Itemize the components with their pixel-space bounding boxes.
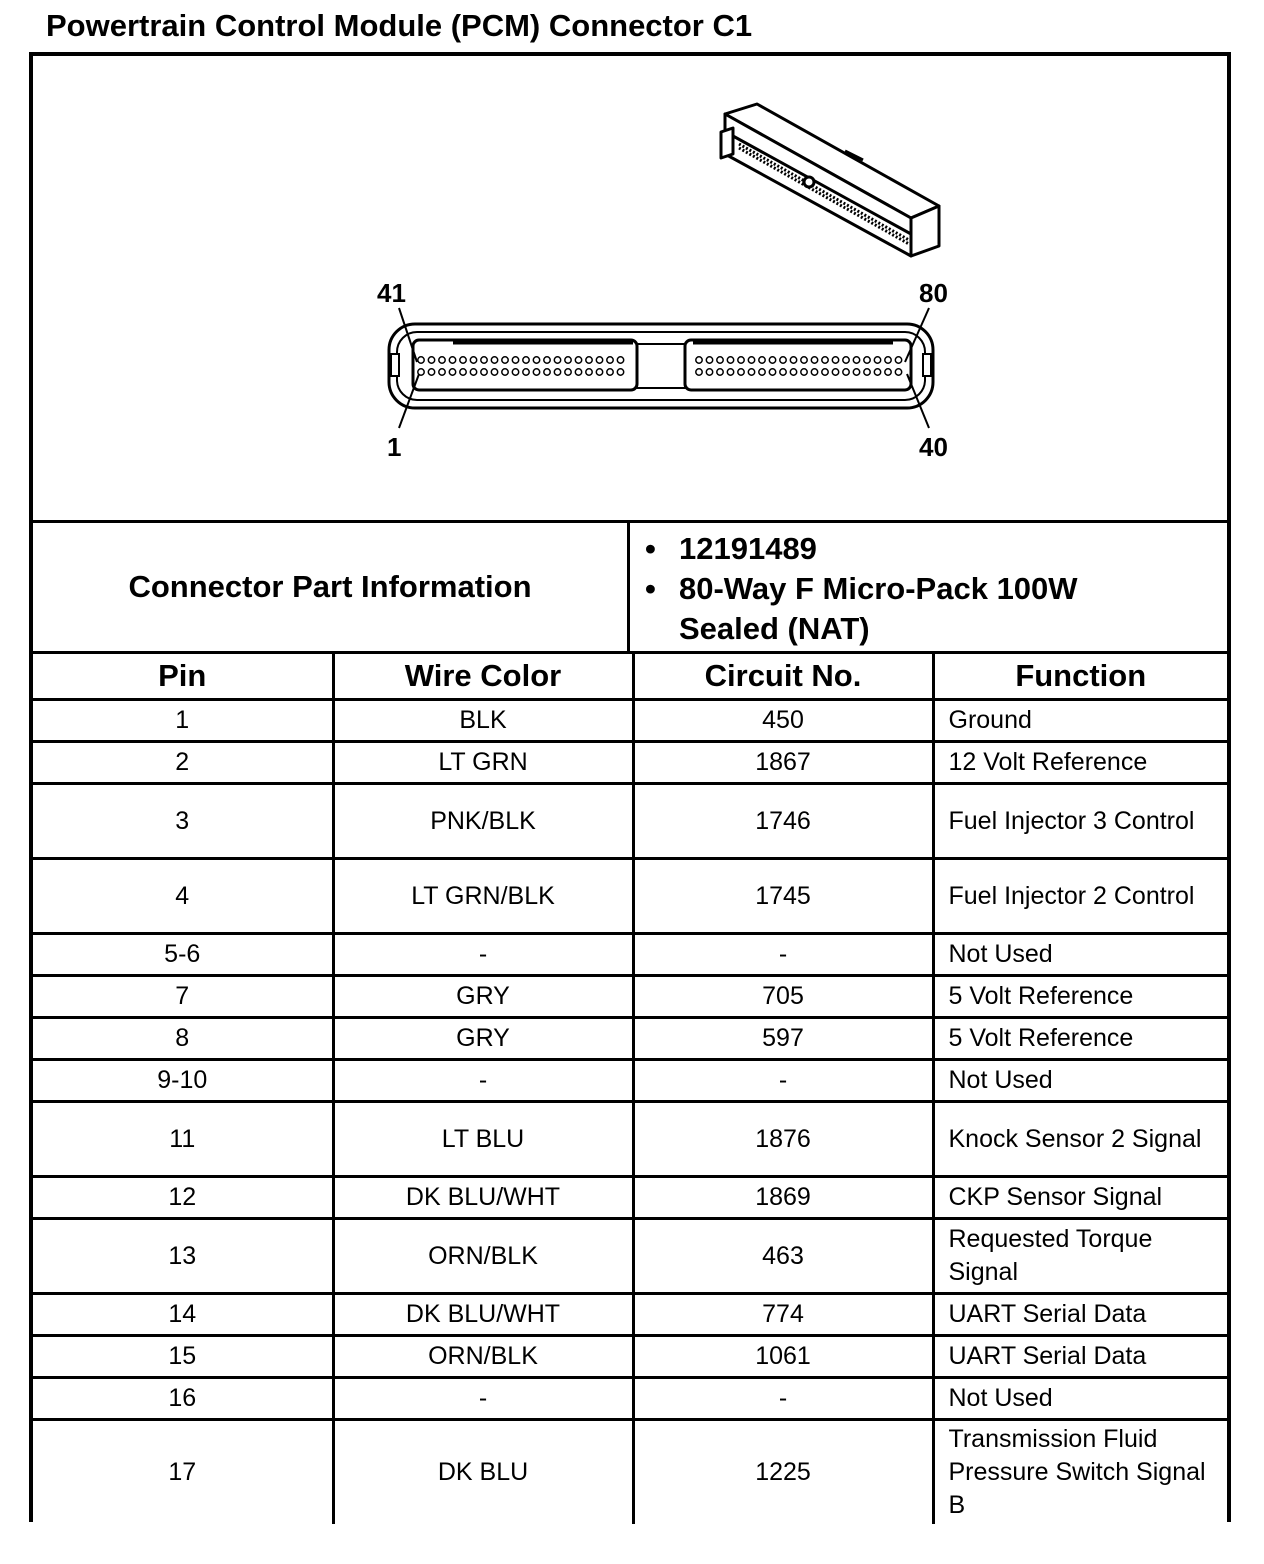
pin-cavity xyxy=(523,369,529,375)
pin-cavity xyxy=(439,369,445,375)
table-row xyxy=(33,934,1227,976)
pin-cavity xyxy=(607,357,613,363)
wire-color-cell: GRY xyxy=(333,1018,633,1060)
pin-cavity xyxy=(586,369,592,375)
circuit-cell: 597 xyxy=(633,1018,933,1060)
table-row xyxy=(33,1060,1227,1102)
pin-cell: 16 xyxy=(33,1378,333,1420)
function-cell: 5 Volt Reference xyxy=(933,976,1227,1018)
part-info-label: Connector Part Information xyxy=(33,523,630,651)
pin-cavity xyxy=(502,369,508,375)
pin-label-1: 1 xyxy=(387,432,402,462)
pin-cavity xyxy=(717,369,723,375)
circuit-cell: 1061 xyxy=(633,1336,933,1378)
function-cell: UART Serial Data xyxy=(933,1294,1227,1336)
pin-cavity xyxy=(607,369,613,375)
pin-cavity xyxy=(874,357,880,363)
pin-cell: 2 xyxy=(33,742,333,784)
pin-cavity xyxy=(895,357,901,363)
pin-cavity xyxy=(769,369,775,375)
wire-color-cell: DK BLU/WHT xyxy=(333,1177,633,1219)
pin-cavity xyxy=(822,357,828,363)
pin-cavity xyxy=(617,357,623,363)
pin-cavity xyxy=(491,357,497,363)
connector-sheet xyxy=(29,52,1231,1522)
wire-color-cell: - xyxy=(333,1060,633,1102)
pin-cell: 1 xyxy=(33,700,333,742)
pin-cavity xyxy=(759,357,765,363)
pin-cavity xyxy=(428,369,434,375)
function-cell: Not Used xyxy=(933,934,1227,976)
part-number: 12191489 xyxy=(679,531,817,566)
pin-cavity xyxy=(780,369,786,375)
wire-color-cell: - xyxy=(333,1378,633,1420)
table-row xyxy=(33,1102,1227,1177)
function-cell: UART Serial Data xyxy=(933,1336,1227,1378)
circuit-cell: 463 xyxy=(633,1219,933,1294)
pin-cavity xyxy=(864,357,870,363)
pin-label-80: 80 xyxy=(919,278,948,308)
pin-cell: 11 xyxy=(33,1102,333,1177)
function-cell: Transmission Fluid Pressure Switch Signal B xyxy=(948,1424,1206,1519)
circuit-cell: - xyxy=(633,1060,933,1102)
pin-cavity xyxy=(696,357,702,363)
function-cell: Not Used xyxy=(933,1060,1227,1102)
pin-cavity xyxy=(481,357,487,363)
pin-cavity xyxy=(596,357,602,363)
pin-cavity xyxy=(843,369,849,375)
pin-cell: 5-6 xyxy=(33,934,333,976)
pin-cell: 7 xyxy=(33,976,333,1018)
pin-cavity xyxy=(759,369,765,375)
pin-cavity xyxy=(790,369,796,375)
circuit-cell: 1225 xyxy=(633,1420,933,1524)
function-cell: CKP Sensor Signal xyxy=(933,1177,1227,1219)
pin-cavity xyxy=(790,357,796,363)
pin-cavity xyxy=(491,369,497,375)
pin-cavity xyxy=(780,357,786,363)
pin-cell: 15 xyxy=(33,1336,333,1378)
circuit-cell: 1745 xyxy=(633,859,933,934)
pin-label-40: 40 xyxy=(919,432,948,462)
pin-cavity xyxy=(575,357,581,363)
pin-cavity xyxy=(706,369,712,375)
pin-cavity xyxy=(470,357,476,363)
pin-cavity xyxy=(748,369,754,375)
function-cell: Requested Torque Signal xyxy=(933,1219,1227,1294)
header-wire-color: Wire Color xyxy=(333,654,633,700)
function-cell: Fuel Injector 2 Control xyxy=(933,859,1227,934)
function-cell: 5 Volt Reference xyxy=(933,1018,1227,1060)
table-row xyxy=(33,1177,1227,1219)
table-row xyxy=(33,700,1227,742)
connector-face-icon xyxy=(389,324,933,408)
table-header-row xyxy=(33,654,1227,700)
circuit-cell: 450 xyxy=(633,700,933,742)
circuit-cell: 1876 xyxy=(633,1102,933,1177)
table-row xyxy=(33,784,1227,859)
pin-cavity xyxy=(586,357,592,363)
pin-cell: 3 xyxy=(33,784,333,859)
pin-cavity xyxy=(895,369,901,375)
pin-cavity xyxy=(853,369,859,375)
pin-cell: 12 xyxy=(33,1177,333,1219)
table-row xyxy=(33,976,1227,1018)
wire-color-cell: - xyxy=(333,934,633,976)
pin-cavity xyxy=(853,357,859,363)
pin-cavity xyxy=(523,357,529,363)
table-row xyxy=(33,1018,1227,1060)
pin-cavity xyxy=(502,357,508,363)
pin-label-41: 41 xyxy=(377,278,406,308)
wire-color-cell: DK BLU/WHT xyxy=(333,1294,633,1336)
header-pin: Pin xyxy=(33,654,333,700)
table-row xyxy=(33,859,1227,934)
part-info-list xyxy=(645,529,1149,649)
function-cell: 12 Volt Reference xyxy=(933,742,1227,784)
pin-cavity xyxy=(533,369,539,375)
pin-cavity xyxy=(801,369,807,375)
pin-cavity xyxy=(748,357,754,363)
table-row xyxy=(33,1420,1227,1524)
wire-color-cell: LT GRN/BLK xyxy=(333,859,633,934)
connector-part-information xyxy=(33,523,1227,654)
connector-drawing xyxy=(33,56,1227,520)
header-circuit-no: Circuit No. xyxy=(633,654,933,700)
pin-cavity xyxy=(738,369,744,375)
function-cell: Knock Sensor 2 Signal xyxy=(933,1102,1227,1177)
pin-cavity xyxy=(470,369,476,375)
pin-cell: 13 xyxy=(33,1219,333,1294)
wire-color-cell: BLK xyxy=(333,700,633,742)
connector-isometric-icon xyxy=(721,104,939,256)
pin-cell: 8 xyxy=(33,1018,333,1060)
pin-cavity xyxy=(769,357,775,363)
pin-cell: 4 xyxy=(33,859,333,934)
pin-cavity xyxy=(617,369,623,375)
part-info-item xyxy=(645,529,1149,569)
part-info-item xyxy=(645,569,1149,649)
table-row xyxy=(33,742,1227,784)
wire-color-cell: GRY xyxy=(333,976,633,1018)
pin-cavity xyxy=(832,369,838,375)
pin-cavity xyxy=(565,357,571,363)
function-cell: Not Used xyxy=(933,1378,1227,1420)
pin-table xyxy=(33,654,1227,1524)
circuit-cell: 705 xyxy=(633,976,933,1018)
pin-cavity xyxy=(843,357,849,363)
circuit-cell: 1867 xyxy=(633,742,933,784)
table-row xyxy=(33,1378,1227,1420)
circuit-cell: - xyxy=(633,934,933,976)
wire-color-cell: PNK/BLK xyxy=(333,784,633,859)
pin-cavity xyxy=(449,357,455,363)
function-cell: Fuel Injector 3 Control xyxy=(933,784,1227,859)
pin-cavity xyxy=(874,369,880,375)
pin-cavity xyxy=(727,369,733,375)
pin-cavity xyxy=(885,357,891,363)
pin-cavity xyxy=(512,369,518,375)
pin-cavity xyxy=(565,369,571,375)
pin-cavity xyxy=(460,369,466,375)
pin-cavity xyxy=(832,357,838,363)
pin-cavity xyxy=(544,357,550,363)
pin-cavity xyxy=(885,369,891,375)
pin-cell: 14 xyxy=(33,1294,333,1336)
table-row xyxy=(33,1219,1227,1294)
pin-cavity xyxy=(512,357,518,363)
pin-cavity xyxy=(481,369,487,375)
table-row xyxy=(33,1336,1227,1378)
wire-color-cell: LT GRN xyxy=(333,742,633,784)
pin-cavity xyxy=(575,369,581,375)
pin-cavity xyxy=(811,369,817,375)
circuit-cell: 1746 xyxy=(633,784,933,859)
pin-cell: 17 xyxy=(33,1420,333,1524)
wire-color-cell: DK BLU xyxy=(333,1420,633,1524)
pin-cavity xyxy=(439,357,445,363)
pin-cavity xyxy=(554,357,560,363)
circuit-cell: 1869 xyxy=(633,1177,933,1219)
pin-cavity xyxy=(554,369,560,375)
pin-cavity xyxy=(738,357,744,363)
page-title: Powertrain Control Module (PCM) Connector C1 xyxy=(46,8,753,43)
pin-cavity xyxy=(533,357,539,363)
wire-color-cell: ORN/BLK xyxy=(333,1336,633,1378)
pin-cavity xyxy=(418,357,424,363)
pin-cavity xyxy=(460,357,466,363)
pin-cavity xyxy=(717,357,723,363)
pin-cavity xyxy=(864,369,870,375)
pin-cavity xyxy=(801,357,807,363)
pin-cell: 9-10 xyxy=(33,1060,333,1102)
connector-description: 80-Way F Micro-Pack 100W Sealed (NAT) xyxy=(679,571,1078,646)
wire-color-cell: ORN/BLK xyxy=(333,1219,633,1294)
wire-color-cell: LT BLU xyxy=(333,1102,633,1177)
pin-cavity xyxy=(428,357,434,363)
bullet-icon: • xyxy=(645,571,656,606)
pin-cavity xyxy=(544,369,550,375)
pin-cavity xyxy=(811,357,817,363)
function-cell: Ground xyxy=(933,700,1227,742)
pin-cavity xyxy=(706,357,712,363)
table-row xyxy=(33,1294,1227,1336)
pin-cavity xyxy=(822,369,828,375)
connector-figure xyxy=(33,56,1227,523)
pin-cavity xyxy=(696,369,702,375)
circuit-cell: - xyxy=(633,1378,933,1420)
circuit-cell: 774 xyxy=(633,1294,933,1336)
header-function: Function xyxy=(933,654,1227,700)
pin-cavity xyxy=(449,369,455,375)
pin-cavity xyxy=(727,357,733,363)
bullet-icon: • xyxy=(645,531,656,566)
pin-cavity xyxy=(596,369,602,375)
